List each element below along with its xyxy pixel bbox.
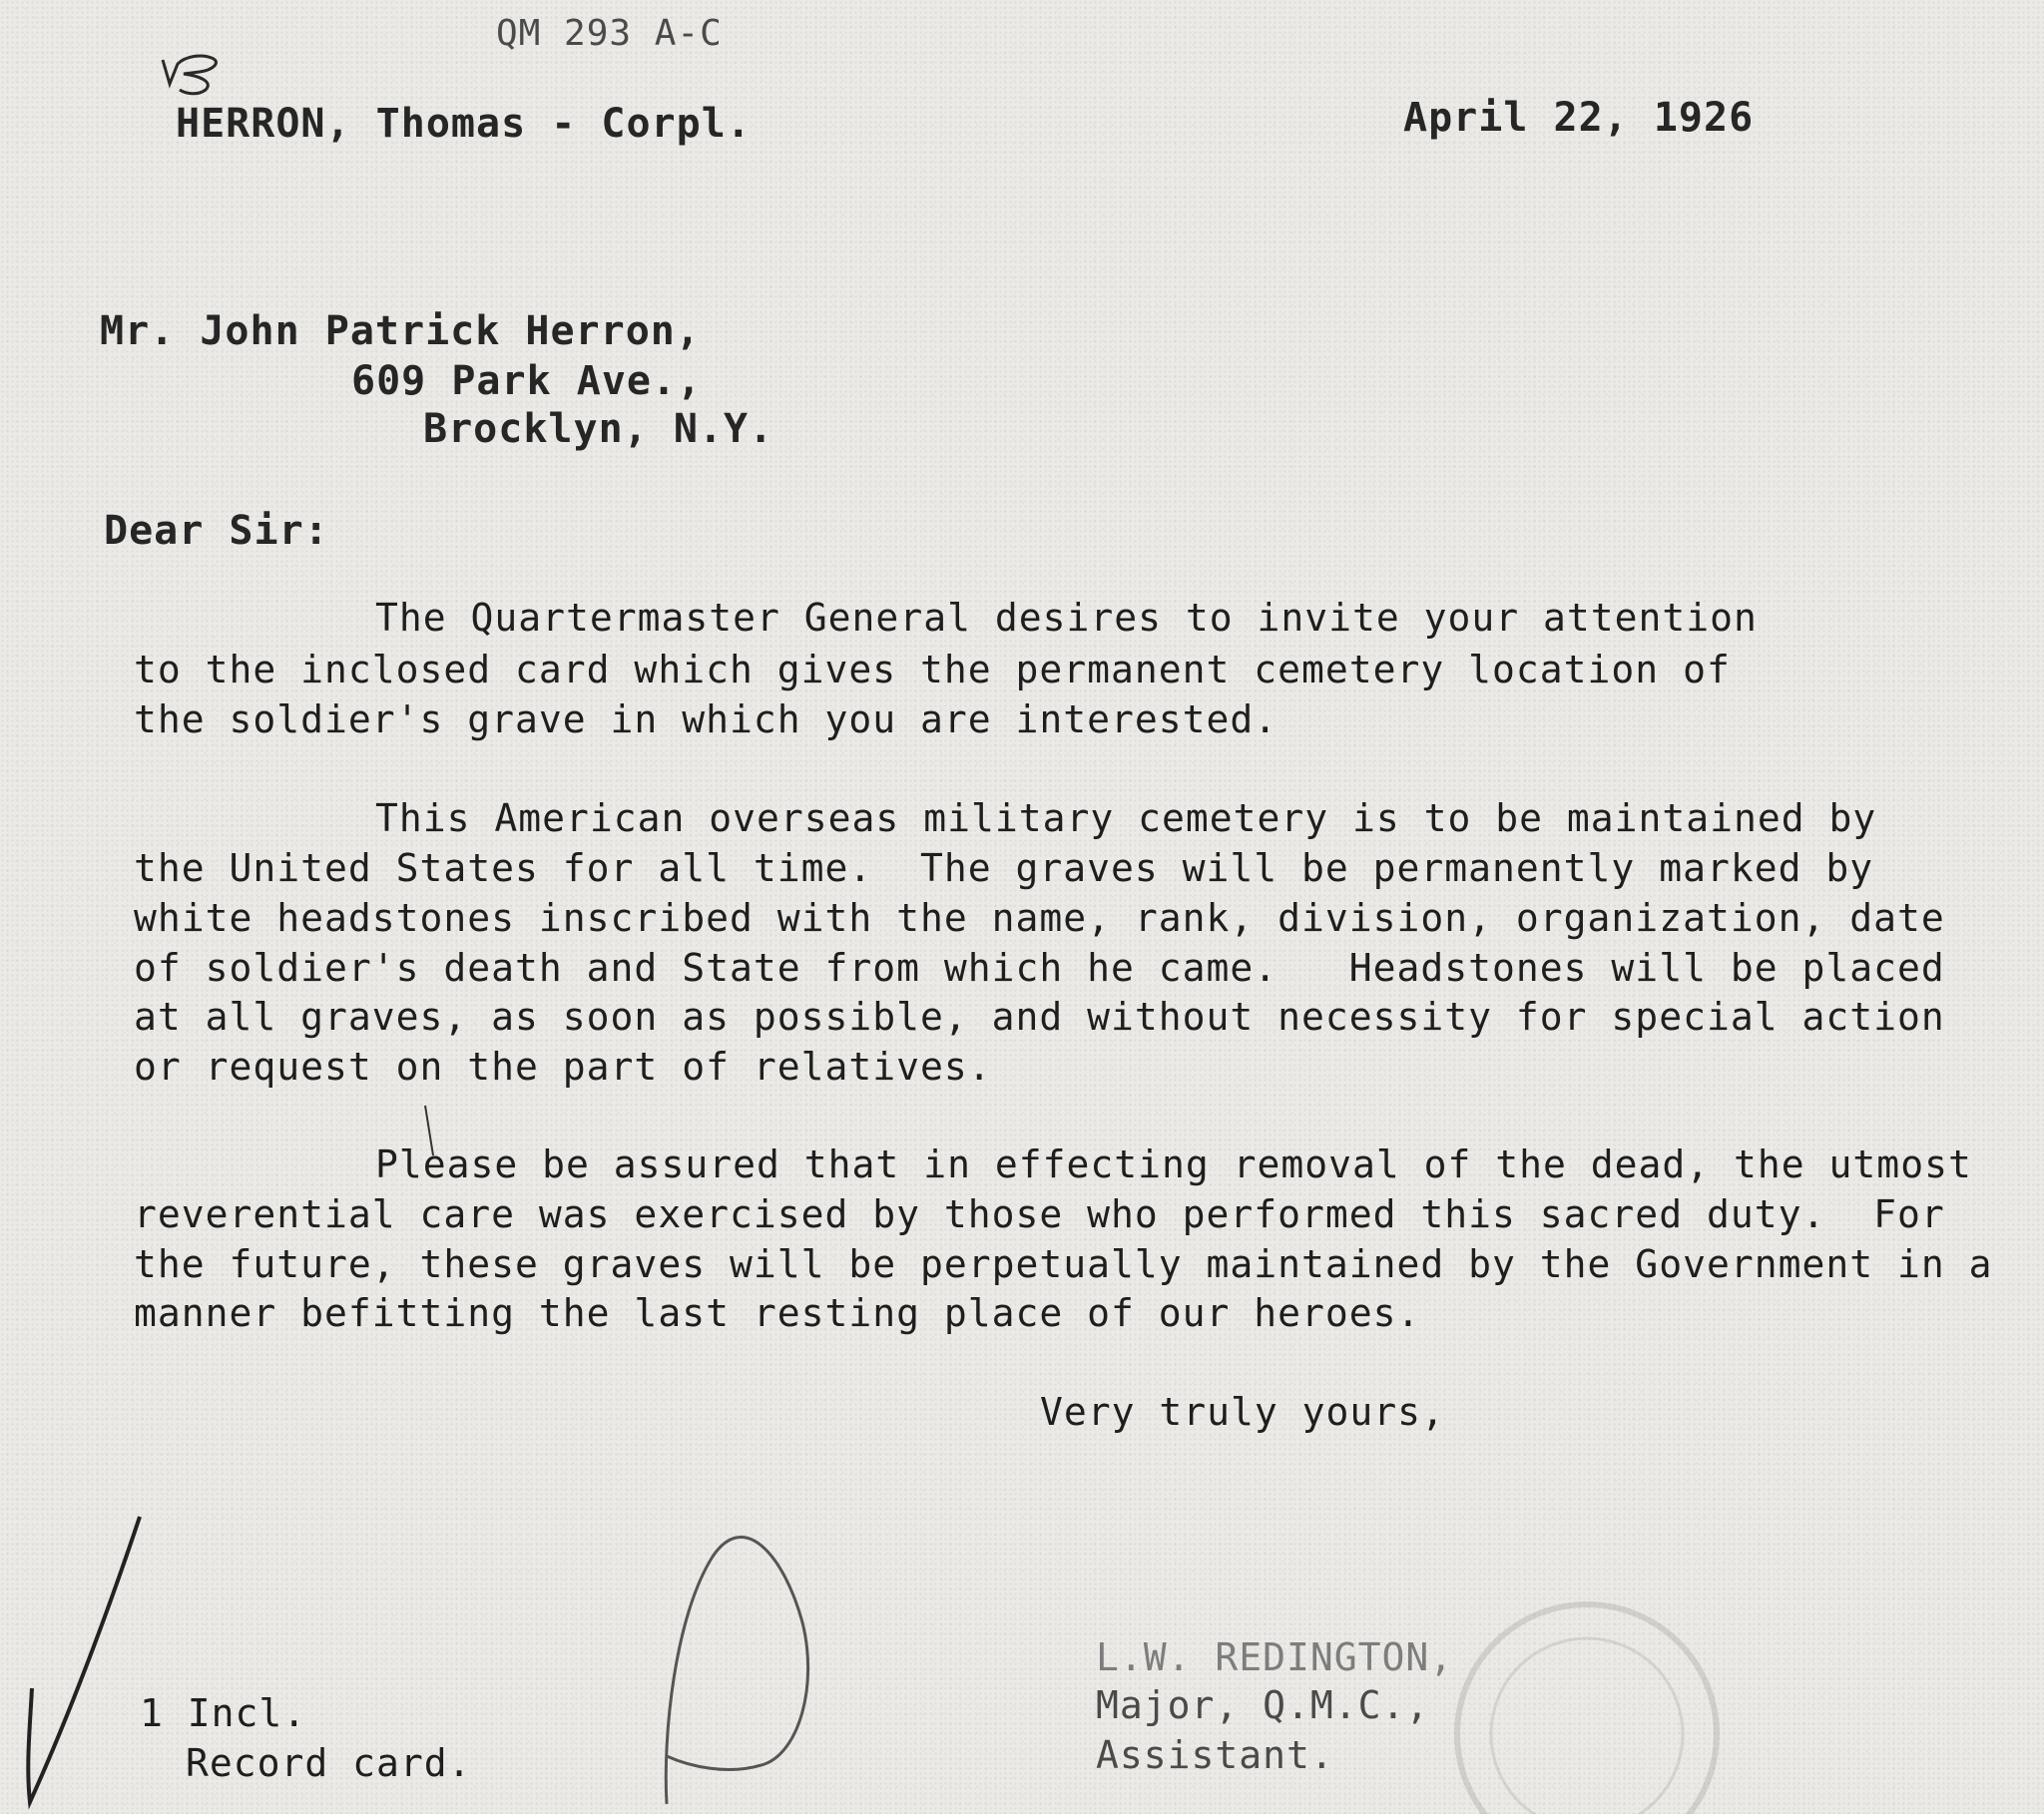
paragraph-line: reverential care was exercised by those who performed this sacred duty. For (134, 1192, 1945, 1236)
pencil-loop-mark (666, 1538, 807, 1804)
signature-title: Assistant. (1096, 1733, 1334, 1777)
closing: Very truly yours, (1040, 1390, 1445, 1434)
paragraph-line: of soldier's death and State from which he came. Headstones will be placed (134, 946, 1945, 990)
subject-line: HERRON, Thomas - Corpl. (176, 101, 752, 147)
paragraph-line: white headstones inscribed with the name, rank, division, organization, date (134, 896, 1945, 940)
signature-rank: Major, Q.M.C., (1096, 1683, 1430, 1727)
handwritten-initial-mark (163, 56, 216, 94)
file-reference: QM 293 A-C (496, 13, 723, 54)
paragraph-line: manner befitting the last resting place of our heroes. (134, 1291, 1421, 1335)
signature-name: L.W. REDINGTON, (1096, 1635, 1454, 1679)
recipient-street: 609 Park Ave., (351, 358, 703, 404)
letter-date: April 22, 1926 (1403, 95, 1755, 141)
faint-stamp-icon (1457, 1604, 1717, 1814)
enclosure-count: 1 Incl. (140, 1691, 307, 1735)
check-mark-icon (28, 1517, 140, 1802)
recipient-name: Mr. John Patrick Herron, (100, 308, 701, 354)
paragraph-line: or request on the part of relatives. (134, 1045, 992, 1089)
paragraph-line: This American overseas military cemetery is to be maintained by (375, 796, 1877, 840)
paragraph-line: Please be assured that in effecting removal of the dead, the utmost (375, 1142, 1972, 1186)
salutation: Dear Sir: (104, 508, 329, 554)
paragraph-line: the soldier's grave in which you are interested. (134, 697, 1278, 741)
paragraph-line: to the inclosed card which gives the permanent cemetery location of (134, 648, 1731, 691)
paragraph-line: at all graves, as soon as possible, and without necessity for special action (134, 995, 1945, 1039)
paragraph-line: the United States for all time. The graves will be permanently marked by (134, 846, 1874, 890)
paragraph-line: the future, these graves will be perpetually maintained by the Government in a (134, 1242, 1993, 1286)
enclosure-item: Record card. (186, 1741, 472, 1785)
recipient-city: Brocklyn, N.Y. (423, 406, 774, 452)
paragraph-line: The Quartermaster General desires to invite your attention (375, 596, 1758, 640)
